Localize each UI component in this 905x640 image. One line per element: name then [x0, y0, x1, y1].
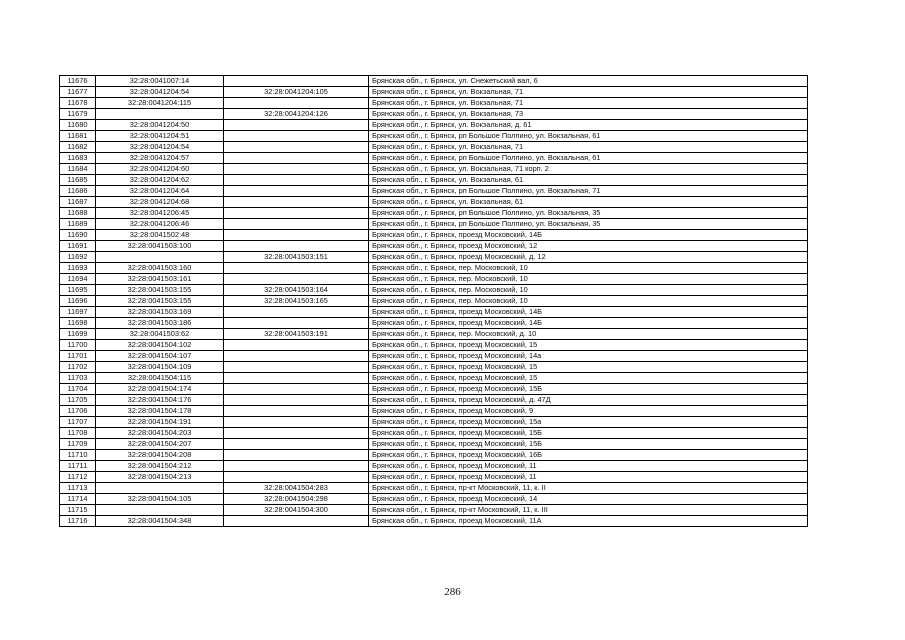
linked-cadastral-number-cell	[224, 373, 369, 384]
cadastral-number-cell: 32:28:0041503:160	[96, 263, 224, 274]
table-row	[60, 263, 808, 274]
cadastral-number-cell	[96, 505, 224, 516]
row-number-cell: 11695	[60, 285, 96, 296]
table-row	[60, 362, 808, 373]
cadastral-number-cell: 32:28:0041504:109	[96, 362, 224, 373]
linked-cadastral-number-cell	[224, 153, 369, 164]
cadastral-number-cell	[96, 109, 224, 120]
row-number-cell: 11694	[60, 274, 96, 285]
row-number-cell: 11703	[60, 373, 96, 384]
linked-cadastral-number-cell: 32:28:0041503:151	[224, 252, 369, 263]
linked-cadastral-number-cell	[224, 131, 369, 142]
linked-cadastral-number-cell: 32:28:0041204:105	[224, 87, 369, 98]
table-row	[60, 87, 808, 98]
table-row	[60, 274, 808, 285]
linked-cadastral-number-cell	[224, 175, 369, 186]
table-row	[60, 219, 808, 230]
table-row	[60, 109, 808, 120]
table-row	[60, 439, 808, 450]
row-number-cell: 11692	[60, 252, 96, 263]
address-cell: Брянская обл., г. Брянск, проезд Московский, 15	[369, 362, 808, 373]
row-number-cell: 11700	[60, 340, 96, 351]
address-cell: Брянская обл., г. Брянск, ул. Вокзальная, д. 61	[369, 120, 808, 131]
row-number-cell: 11704	[60, 384, 96, 395]
cadastral-number-cell: 32:28:0041204:60	[96, 164, 224, 175]
cadastral-number-cell: 32:28:0041204:51	[96, 131, 224, 142]
address-cell: Брянская обл., г. Брянск, проезд Московский, 14Б	[369, 318, 808, 329]
row-number-cell: 11676	[60, 76, 96, 87]
row-number-cell: 11713	[60, 483, 96, 494]
cadastral-number-cell: 32:28:0041504:203	[96, 428, 224, 439]
cadastral-number-cell: 32:28:0041503:62	[96, 329, 224, 340]
cadastral-number-cell	[96, 483, 224, 494]
cadastral-number-cell: 32:28:0041504:115	[96, 373, 224, 384]
cadastral-number-cell: 32:28:0041504:348	[96, 516, 224, 527]
linked-cadastral-number-cell	[224, 219, 369, 230]
row-number-cell: 11682	[60, 142, 96, 153]
row-number-cell: 11689	[60, 219, 96, 230]
linked-cadastral-number-cell	[224, 274, 369, 285]
linked-cadastral-number-cell	[224, 142, 369, 153]
linked-cadastral-number-cell: 32:28:0041204:126	[224, 109, 369, 120]
address-cell: Брянская обл., г. Брянск, проезд Московский, 11А	[369, 516, 808, 527]
address-cell: Брянская обл., г. Брянск, пр-кт Московский, 11, к. II	[369, 483, 808, 494]
table-row	[60, 406, 808, 417]
cadastral-number-cell: 32:28:0041504:191	[96, 417, 224, 428]
row-number-cell: 11699	[60, 329, 96, 340]
table-row	[60, 208, 808, 219]
row-number-cell: 11701	[60, 351, 96, 362]
cadastral-number-cell: 32:28:0041204:50	[96, 120, 224, 131]
linked-cadastral-number-cell	[224, 351, 369, 362]
table-row	[60, 186, 808, 197]
linked-cadastral-number-cell: 32:28:0041504:300	[224, 505, 369, 516]
cadastral-number-cell: 32:28:0041503:169	[96, 307, 224, 318]
address-cell: Брянская обл., г. Брянск, проезд Московский, 15Б	[369, 428, 808, 439]
table-row	[60, 252, 808, 263]
cadastral-number-cell: 32:28:0041007:14	[96, 76, 224, 87]
cadastral-number-cell: 32:28:0041204:54	[96, 87, 224, 98]
table-row	[60, 461, 808, 472]
linked-cadastral-number-cell	[224, 461, 369, 472]
linked-cadastral-number-cell	[224, 120, 369, 131]
row-number-cell: 11678	[60, 98, 96, 109]
row-number-cell: 11710	[60, 450, 96, 461]
address-cell: Брянская обл., г. Брянск, пер. Московский, д. 10	[369, 329, 808, 340]
table-row	[60, 395, 808, 406]
address-cell: Брянская обл., г. Брянск, пер. Московский, 10	[369, 263, 808, 274]
table-row	[60, 142, 808, 153]
row-number-cell: 11688	[60, 208, 96, 219]
table-row	[60, 296, 808, 307]
table-row	[60, 428, 808, 439]
linked-cadastral-number-cell	[224, 263, 369, 274]
row-number-cell: 11702	[60, 362, 96, 373]
table-row	[60, 98, 808, 109]
table-row	[60, 417, 808, 428]
linked-cadastral-number-cell	[224, 164, 369, 175]
linked-cadastral-number-cell	[224, 230, 369, 241]
table-row	[60, 153, 808, 164]
row-number-cell: 11712	[60, 472, 96, 483]
table-row	[60, 285, 808, 296]
row-number-cell: 11715	[60, 505, 96, 516]
address-cell: Брянская обл., г. Брянск, проезд Московский, 9	[369, 406, 808, 417]
cadastral-number-cell: 32:28:0041503:186	[96, 318, 224, 329]
address-cell: Брянская обл., г. Брянск, проезд Московский, 12	[369, 241, 808, 252]
table-row	[60, 131, 808, 142]
linked-cadastral-number-cell: 32:28:0041504:298	[224, 494, 369, 505]
row-number-cell: 11680	[60, 120, 96, 131]
cadastral-number-cell: 32:28:0041206:46	[96, 219, 224, 230]
linked-cadastral-number-cell	[224, 197, 369, 208]
linked-cadastral-number-cell	[224, 384, 369, 395]
row-number-cell: 11711	[60, 461, 96, 472]
address-cell: Брянская обл., г. Брянск, проезд Московский, 11	[369, 472, 808, 483]
cadastral-number-cell: 32:28:0041504:178	[96, 406, 224, 417]
cadastral-number-cell: 32:28:0041503:161	[96, 274, 224, 285]
cadastral-number-cell: 32:28:0041504:176	[96, 395, 224, 406]
registry-table-body	[60, 76, 808, 527]
cadastral-number-cell: 32:28:0041504:174	[96, 384, 224, 395]
linked-cadastral-number-cell	[224, 76, 369, 87]
linked-cadastral-number-cell	[224, 241, 369, 252]
row-number-cell: 11707	[60, 417, 96, 428]
table-row	[60, 340, 808, 351]
cadastral-number-cell	[96, 252, 224, 263]
table-row	[60, 494, 808, 505]
address-cell: Брянская обл., г. Брянск, проезд Московский, 15	[369, 340, 808, 351]
row-number-cell: 11691	[60, 241, 96, 252]
table-row	[60, 76, 808, 87]
table-row	[60, 516, 808, 527]
row-number-cell: 11690	[60, 230, 96, 241]
cadastral-number-cell: 32:28:0041504:213	[96, 472, 224, 483]
cadastral-number-cell: 32:28:0041504:107	[96, 351, 224, 362]
table-row	[60, 329, 808, 340]
linked-cadastral-number-cell	[224, 340, 369, 351]
table-row	[60, 197, 808, 208]
cadastral-number-cell: 32:28:0041504:208	[96, 450, 224, 461]
row-number-cell: 11696	[60, 296, 96, 307]
cadastral-number-cell: 32:28:0041204:62	[96, 175, 224, 186]
row-number-cell: 11679	[60, 109, 96, 120]
linked-cadastral-number-cell	[224, 318, 369, 329]
cadastral-number-cell: 32:28:0041504:212	[96, 461, 224, 472]
address-cell: Брянская обл., г. Брянск, пер. Московский, 10	[369, 274, 808, 285]
row-number-cell: 11714	[60, 494, 96, 505]
row-number-cell: 11686	[60, 186, 96, 197]
row-number-cell: 11677	[60, 87, 96, 98]
row-number-cell: 11706	[60, 406, 96, 417]
table-row	[60, 373, 808, 384]
row-number-cell: 11708	[60, 428, 96, 439]
linked-cadastral-number-cell	[224, 395, 369, 406]
address-cell: Брянская обл., г. Брянск, ул. Вокзальная, 71	[369, 98, 808, 109]
address-cell: Брянская обл., г. Брянск, ул. Снежетьский вал, 6	[369, 76, 808, 87]
registry-table	[59, 75, 808, 527]
address-cell: Брянская обл., г. Брянск, проезд Московский, 14Б	[369, 307, 808, 318]
cadastral-number-cell: 32:28:0041204:115	[96, 98, 224, 109]
address-cell: Брянская обл., г. Брянск, ул. Вокзальная, 61	[369, 197, 808, 208]
cadastral-number-cell: 32:28:0041204:64	[96, 186, 224, 197]
row-number-cell: 11685	[60, 175, 96, 186]
address-cell: Брянская обл., г. Брянск, ул. Вокзальная, 71	[369, 87, 808, 98]
table-row	[60, 472, 808, 483]
cadastral-number-cell: 32:28:0041503:100	[96, 241, 224, 252]
table-row	[60, 164, 808, 175]
linked-cadastral-number-cell	[224, 472, 369, 483]
address-cell: Брянская обл., г. Брянск, проезд Московский, 15а	[369, 417, 808, 428]
cadastral-number-cell: 32:28:0041206:45	[96, 208, 224, 219]
row-number-cell: 11716	[60, 516, 96, 527]
address-cell: Брянская обл., г. Брянск, проезд Московский, 15Б	[369, 439, 808, 450]
linked-cadastral-number-cell	[224, 307, 369, 318]
address-cell: Брянская обл., г. Брянск, ул. Вокзальная, 71	[369, 142, 808, 153]
table-row	[60, 483, 808, 494]
address-cell: Брянская обл., г. Брянск, рп Большое Полпино, ул. Вокзальная, 35	[369, 208, 808, 219]
table-row	[60, 120, 808, 131]
table-row	[60, 450, 808, 461]
address-cell: Брянская обл., г. Брянск, проезд Московский, 11	[369, 461, 808, 472]
linked-cadastral-number-cell: 32:28:0041503:165	[224, 296, 369, 307]
linked-cadastral-number-cell: 32:28:0041503:164	[224, 285, 369, 296]
address-cell: Брянская обл., г. Брянск, проезд Московский, 16Б	[369, 450, 808, 461]
table-row	[60, 175, 808, 186]
address-cell: Брянская обл., г. Брянск, проезд Московский, д. 12	[369, 252, 808, 263]
table-row	[60, 351, 808, 362]
row-number-cell: 11687	[60, 197, 96, 208]
cadastral-number-cell: 32:28:0041504:207	[96, 439, 224, 450]
address-cell: Брянская обл., г. Брянск, пер. Московский, 10	[369, 285, 808, 296]
address-cell: Брянская обл., г. Брянск, проезд Московский, 14а	[369, 351, 808, 362]
address-cell: Брянская обл., г. Брянск, пер. Московский, 10	[369, 296, 808, 307]
linked-cadastral-number-cell: 32:28:0041504:283	[224, 483, 369, 494]
cadastral-number-cell: 32:28:0041504:102	[96, 340, 224, 351]
cadastral-number-cell: 32:28:0041204:68	[96, 197, 224, 208]
table-row	[60, 307, 808, 318]
address-cell: Брянская обл., г. Брянск, рп Большое Полпино, ул. Вокзальная, 61	[369, 131, 808, 142]
address-cell: Брянская обл., г. Брянск, рп Большое Полпино, ул. Вокзальная, 71	[369, 186, 808, 197]
cadastral-number-cell: 32:28:0041502:48	[96, 230, 224, 241]
cadastral-number-cell: 32:28:0041204:54	[96, 142, 224, 153]
linked-cadastral-number-cell	[224, 362, 369, 373]
row-number-cell: 11693	[60, 263, 96, 274]
address-cell: Брянская обл., г. Брянск, проезд Московский, 14	[369, 494, 808, 505]
linked-cadastral-number-cell	[224, 417, 369, 428]
table-row	[60, 505, 808, 516]
table-row	[60, 230, 808, 241]
row-number-cell: 11683	[60, 153, 96, 164]
linked-cadastral-number-cell	[224, 439, 369, 450]
address-cell: Брянская обл., г. Брянск, проезд Московский, 15	[369, 373, 808, 384]
address-cell: Брянская обл., г. Брянск, ул. Вокзальная, 61	[369, 175, 808, 186]
cadastral-number-cell: 32:28:0041503:155	[96, 285, 224, 296]
row-number-cell: 11681	[60, 131, 96, 142]
cadastral-number-cell: 32:28:0041503:155	[96, 296, 224, 307]
linked-cadastral-number-cell	[224, 428, 369, 439]
row-number-cell: 11697	[60, 307, 96, 318]
row-number-cell: 11698	[60, 318, 96, 329]
linked-cadastral-number-cell	[224, 516, 369, 527]
address-cell: Брянская обл., г. Брянск, рп Большое Полпино, ул. Вокзальная, 35	[369, 219, 808, 230]
page-number: 286	[444, 586, 461, 598]
address-cell: Брянская обл., г. Брянск, пр-кт Московский, 11, к. III	[369, 505, 808, 516]
table-row	[60, 241, 808, 252]
table-row	[60, 384, 808, 395]
linked-cadastral-number-cell: 32:28:0041503:191	[224, 329, 369, 340]
address-cell: Брянская обл., г. Брянск, проезд Московский, 15Б	[369, 384, 808, 395]
linked-cadastral-number-cell	[224, 98, 369, 109]
row-number-cell: 11705	[60, 395, 96, 406]
row-number-cell: 11684	[60, 164, 96, 175]
linked-cadastral-number-cell	[224, 186, 369, 197]
address-cell: Брянская обл., г. Брянск, ул. Вокзальная, 71 корп. 2	[369, 164, 808, 175]
linked-cadastral-number-cell	[224, 406, 369, 417]
linked-cadastral-number-cell	[224, 450, 369, 461]
cadastral-number-cell: 32:28:0041204:57	[96, 153, 224, 164]
address-cell: Брянская обл., г. Брянск, проезд Московский, д. 47Д	[369, 395, 808, 406]
linked-cadastral-number-cell	[224, 208, 369, 219]
row-number-cell: 11709	[60, 439, 96, 450]
cadastral-number-cell: 32:28:0041504:105	[96, 494, 224, 505]
address-cell: Брянская обл., г. Брянск, ул. Вокзальная, 73	[369, 109, 808, 120]
address-cell: Брянская обл., г. Брянск, рп Большое Полпино, ул. Вокзальная, 61	[369, 153, 808, 164]
address-cell: Брянская обл., г. Брянск, проезд Московский, 14Б	[369, 230, 808, 241]
table-row	[60, 318, 808, 329]
